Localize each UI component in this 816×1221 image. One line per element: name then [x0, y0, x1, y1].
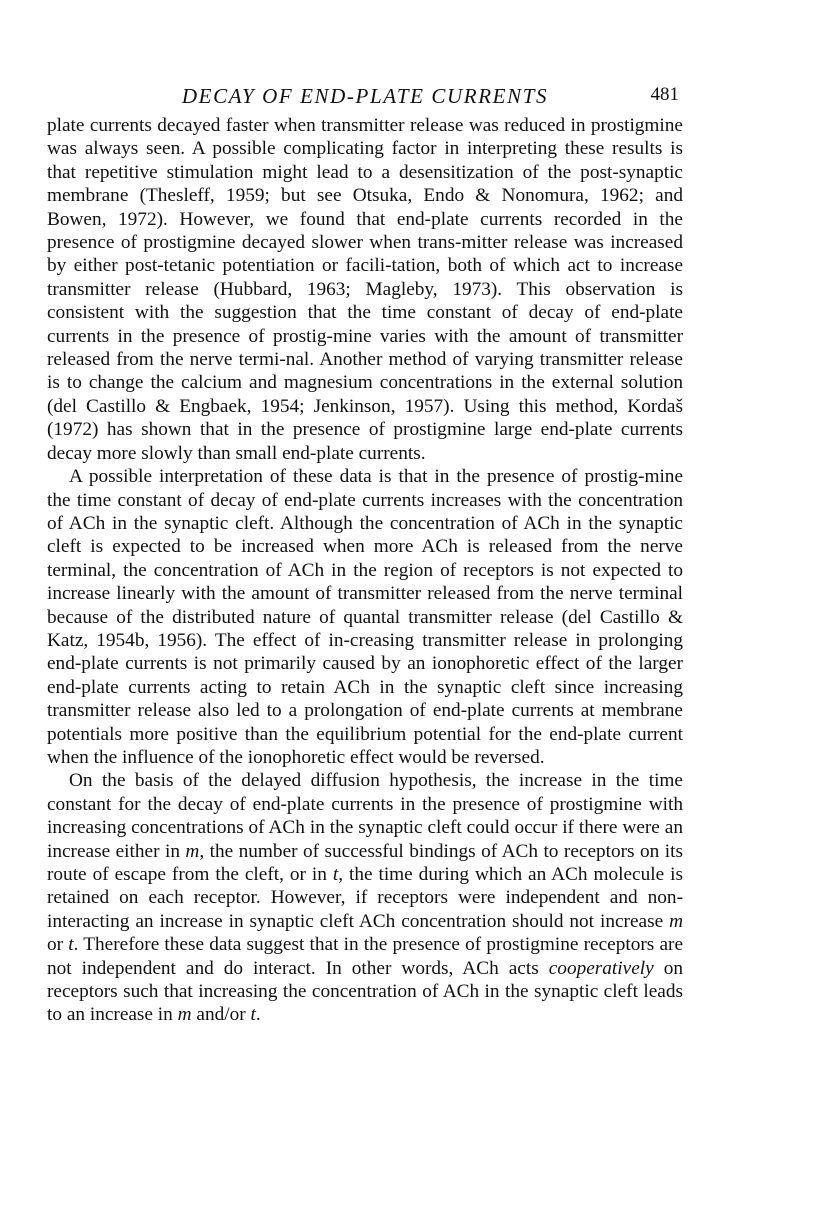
running-title: DECAY OF END-PLATE CURRENTS	[181, 84, 549, 108]
body-text	[47, 114, 683, 1027]
journal-page	[47, 84, 683, 1027]
emphasis-cooperatively: cooperatively	[548, 957, 654, 979]
variable-m: m	[669, 910, 683, 932]
text-segment: or	[47, 934, 69, 956]
variable-t: t	[68, 934, 74, 956]
text-segment: On the basis of the delayed diffusion hypothesis, the increase in the time constant for the decay of end-plate currents in the presence of prostigmine with increasing concentrations of ACh in the synaptic cleft could occur if there were an increase either in	[47, 770, 683, 862]
variable-t: t	[250, 1004, 256, 1026]
variable-t: t	[332, 864, 339, 885]
text-segment: on receptors such that increasing the concentration of ACh in the synaptic cleft leads to an increase in	[47, 957, 683, 1026]
running-head	[47, 84, 683, 112]
text-segment: , the time during which an ACh molecule is retained on each receptor. However, if receptors were independent and non-interacting an increase in synaptic cleft ACh concentration should not increase	[47, 864, 683, 932]
text-segment: , the number of successful bindings of ACh to receptors on its route of escape from the cleft, or in	[47, 840, 683, 885]
page-number: 481	[650, 84, 679, 105]
variable-m: m	[177, 1004, 192, 1026]
text-segment: .	[255, 1004, 261, 1026]
text-segment: and/or	[191, 1004, 251, 1026]
paragraph-continued: plate currents decayed faster when transmitter release was reduced in prostigmine was always seen. A possible complicating factor in interpreting these results is that repetitive stimulation might lead to a desensitization of the post-synaptic membrane (Thesleff, 1959; but see Otsuka, Endo & Nonomura, 1962; and Bowen, 1972). However, we found that end-plate currents recorded in the presence of prostigmine decayed slower when trans-mitter release was increased by either post-tetanic potentiation or facili-tation, both of which act to increase transmitter release (Hubbard, 1963; Magleby, 1973). This observation is consistent with the suggestion that the time constant of decay of end-plate currents in the presence of prostig-mine varies with the amount of transmitter released from the nerve termi-nal. Another method of varying transmitter release is to change the calcium and magnesium concentrations in the external solution (del Castillo & Engbaek, 1954; Jenkinson, 1957). Using this method, Kordaš (1972) has shown that in the presence of prostigmine large end-plate currents decay more slowly than small end-plate currents.	[47, 115, 683, 464]
variable-m: m	[185, 840, 200, 862]
paragraph-interpretation: A possible interpretation of these data is that in the presence of prostig-mine the time constant of decay of end-plate currents increases with the concentration of ACh in the synaptic cleft. Although the concentration of ACh in the synaptic cleft is expected to be increased when more ACh is released from the nerve terminal, the concentration of ACh in the region of receptors is not expected to increase linearly with the amount of transmitter released from the nerve terminal because of the distributed nature of quantal transmitter release (del Castillo & Katz, 1954b, 1956). The effect of in-creasing transmitter release in prolonging end-plate currents is not primarily caused by an ionophoretic effect of the larger end-plate currents acting to retain ACh in the synaptic cleft since increasing transmitter release also led to a prolongation of end-plate currents at membrane potentials more positive than the equilibrium potential for the end-plate current when the influence of the ionophoretic effect would be reversed.	[47, 466, 683, 768]
paragraph-delayed-diffusion	[47, 769, 683, 1026]
text-segment: . Therefore these data suggest that in the presence of prostigmine receptors are not independent and do interact. In other words, ACh acts	[47, 934, 684, 979]
